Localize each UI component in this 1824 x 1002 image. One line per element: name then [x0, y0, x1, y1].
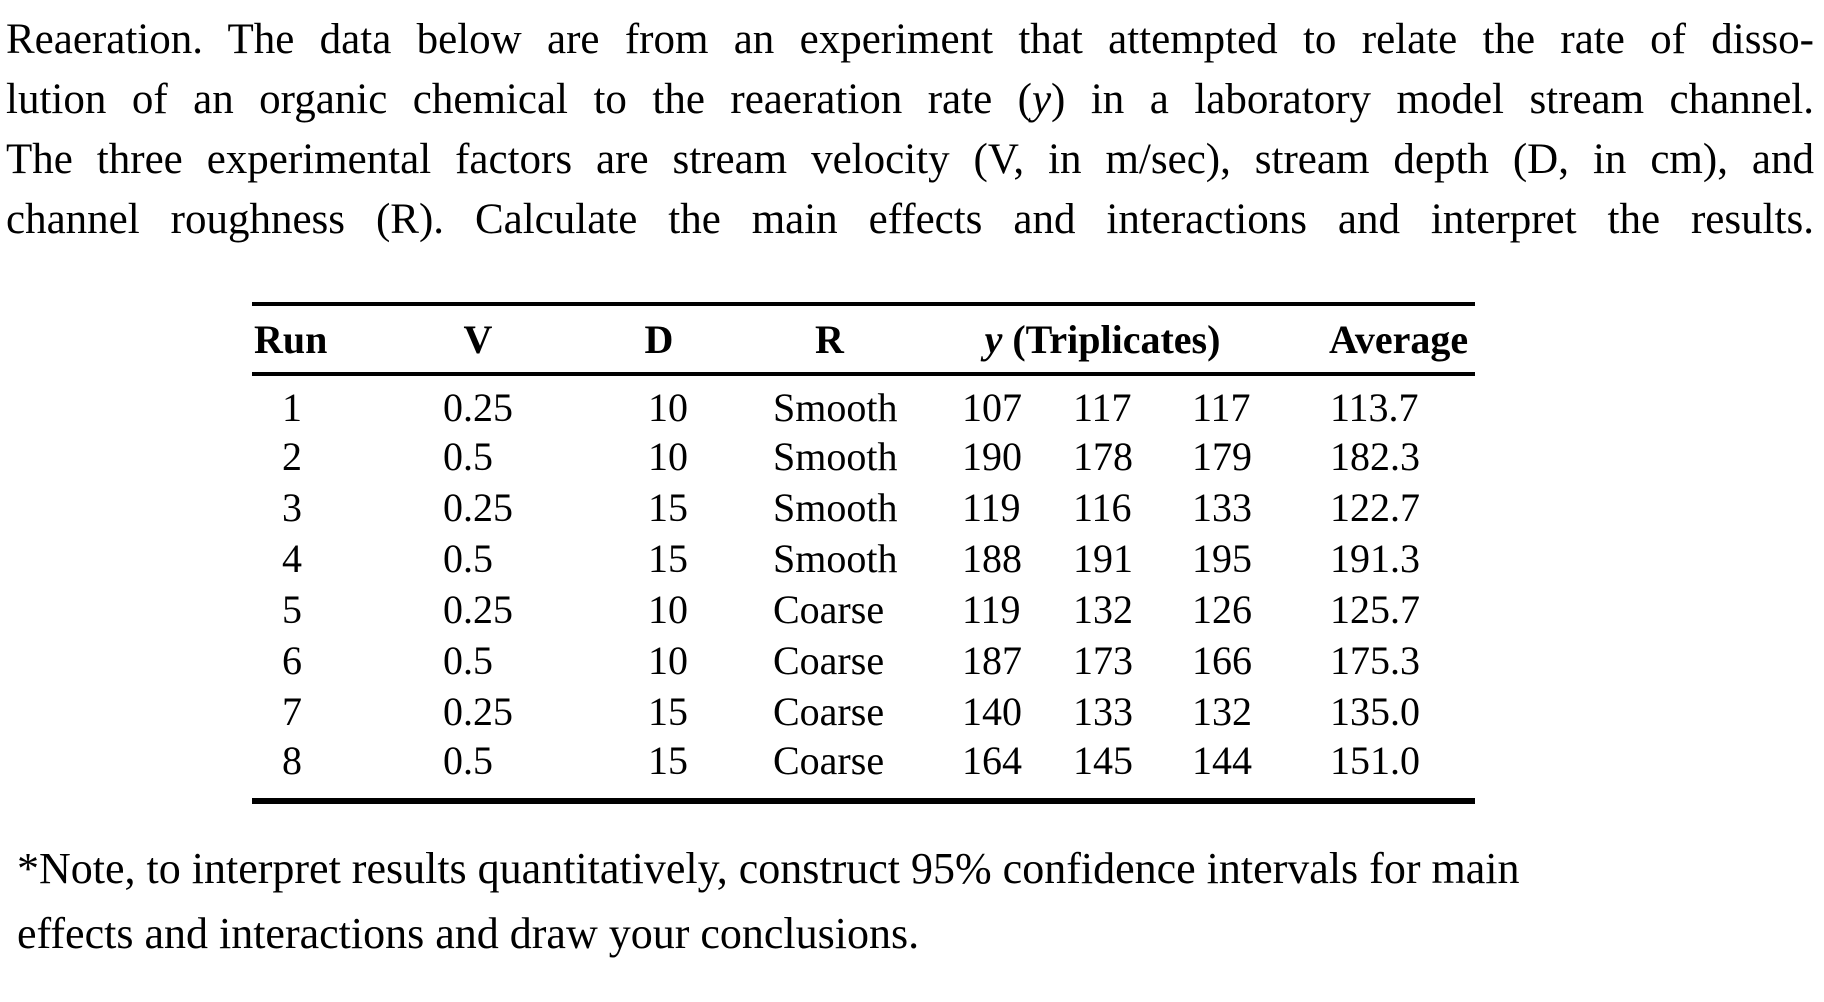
cell-y3: 126: [1192, 587, 1252, 632]
reaeration-rate-variable: y: [1031, 76, 1052, 123]
cell-y3: 132: [1192, 689, 1252, 734]
y-variable: y: [984, 316, 1003, 362]
cell-y2: 145: [1073, 738, 1133, 783]
cell-average: 182.3: [1330, 434, 1421, 479]
cell-y1: 187: [962, 638, 1022, 683]
problem-line-4: channel roughness (R). Calculate the main effects and interactions and interpret the results.: [6, 196, 1814, 243]
header-row: [252, 304, 1475, 374]
triplicates-label: (Triplicates): [1002, 316, 1221, 362]
cell-y1: 119: [962, 587, 1021, 632]
data-table: [252, 302, 1475, 804]
problem-line-1: Reaeration. The data below are from an experiment that attempted to relate the rate of disso-: [6, 16, 1814, 63]
col-header-depth: D: [644, 316, 674, 362]
cell-y2: 133: [1073, 689, 1133, 734]
problem-line-2-post: ) in a laboratory model stream channel.: [1051, 76, 1814, 123]
cell-run: 7: [282, 689, 302, 734]
cell-depth: 10: [648, 587, 688, 632]
cell-run: 3: [282, 485, 302, 530]
cell-depth: 15: [648, 738, 688, 783]
cell-y3: 144: [1192, 738, 1252, 783]
cell-roughness: Smooth: [773, 385, 898, 430]
cell-roughness: Coarse: [773, 638, 885, 683]
cell-y1: 107: [962, 385, 1022, 430]
cell-average: 175.3: [1330, 638, 1421, 683]
cell-roughness: Smooth: [773, 485, 898, 530]
table-row: [252, 686, 1475, 737]
cell-y1: 119: [962, 485, 1021, 530]
cell-velocity: 0.5: [443, 536, 493, 581]
cell-run: 8: [282, 738, 302, 783]
cell-y1: 140: [962, 689, 1022, 734]
col-header-average: Average: [1328, 316, 1469, 362]
cell-y2: 173: [1073, 638, 1133, 683]
cell-velocity: 0.5: [443, 738, 493, 783]
footnote: [17, 836, 1797, 966]
cell-roughness: Smooth: [773, 536, 898, 581]
cell-y3: 179: [1192, 434, 1252, 479]
cell-y3: 195: [1192, 536, 1252, 581]
cell-depth: 15: [648, 536, 688, 581]
cell-depth: 15: [648, 689, 688, 734]
table-header: [252, 304, 1475, 374]
cell-y3: 117: [1192, 385, 1251, 430]
cell-y3: 133: [1192, 485, 1252, 530]
cell-run: 2: [282, 434, 302, 479]
cell-roughness: Coarse: [773, 689, 885, 734]
problem-statement: [6, 10, 1814, 250]
table-row: [252, 482, 1475, 533]
table-row: [252, 533, 1475, 584]
cell-run: 5: [282, 587, 302, 632]
table-row: [252, 737, 1475, 801]
col-header-y-triplicates: [911, 304, 1294, 374]
footnote-line-2: effects and interactions and draw your conclusions.: [17, 909, 920, 958]
cell-run: 6: [282, 638, 302, 683]
cell-y2: 132: [1073, 587, 1133, 632]
cell-y3: 166: [1192, 638, 1252, 683]
col-header-roughness: R: [815, 316, 844, 362]
cell-y2: 178: [1073, 434, 1133, 479]
table-row: [252, 431, 1475, 482]
cell-average: 191.3: [1330, 536, 1421, 581]
col-header-run: Run: [254, 316, 328, 362]
problem-line-2: [6, 70, 1814, 130]
cell-roughness: Coarse: [773, 587, 885, 632]
cell-y2: 116: [1073, 485, 1132, 530]
cell-velocity: 0.25: [443, 485, 513, 530]
cell-y1: 190: [962, 434, 1022, 479]
cell-roughness: Coarse: [773, 738, 885, 783]
cell-velocity: 0.5: [443, 638, 493, 683]
cell-average: 113.7: [1330, 385, 1419, 430]
table-body: [252, 374, 1475, 801]
problem-line-2-pre: lution of an organic chemical to the reaeration rate (: [6, 76, 1032, 123]
cell-roughness: Smooth: [773, 434, 898, 479]
cell-y1: 188: [962, 536, 1022, 581]
cell-velocity: 0.25: [443, 385, 513, 430]
cell-velocity: 0.25: [443, 689, 513, 734]
cell-y1: 164: [962, 738, 1022, 783]
table-row: [252, 374, 1475, 431]
cell-velocity: 0.5: [443, 434, 493, 479]
table-row: [252, 635, 1475, 686]
cell-average: 122.7: [1330, 485, 1421, 530]
cell-depth: 10: [648, 434, 688, 479]
table-row: [252, 584, 1475, 635]
cell-depth: 10: [648, 638, 688, 683]
col-header-velocity: V: [463, 316, 493, 362]
problem-line-3: The three experimental factors are stream velocity (V, in m/sec), stream depth (D, in cm), and: [6, 136, 1814, 183]
cell-depth: 10: [648, 385, 688, 430]
cell-average: 135.0: [1330, 689, 1421, 734]
cell-run: 1: [282, 385, 302, 430]
cell-y2: 191: [1073, 536, 1133, 581]
cell-depth: 15: [648, 485, 688, 530]
cell-average: 151.0: [1330, 738, 1421, 783]
footnote-line-1: *Note, to interpret results quantitatively, construct 95% confidence intervals for main: [17, 844, 1520, 893]
cell-average: 125.7: [1330, 587, 1421, 632]
cell-run: 4: [282, 536, 302, 581]
cell-velocity: 0.25: [443, 587, 513, 632]
cell-y2: 117: [1073, 385, 1132, 430]
